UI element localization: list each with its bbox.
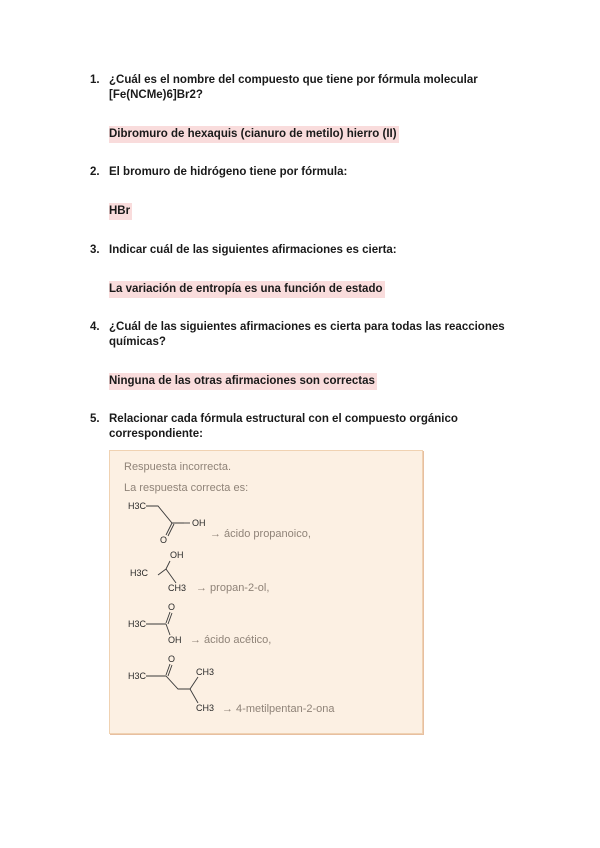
question-text: El bromuro de hidrógeno tiene por fórmula: xyxy=(109,166,348,178)
question-text: Relacionar cada fórmula estructural con el compuesto orgánico correspondiente: xyxy=(109,413,458,440)
atom-label: OH xyxy=(170,550,184,560)
question-number: 2. xyxy=(90,166,100,178)
structure-propanoic-acid xyxy=(122,495,242,551)
answer-4: Ninguna de las otras afirmaciones son correctas xyxy=(109,373,377,390)
question-4 xyxy=(90,320,540,350)
atom-label: O xyxy=(168,602,176,612)
feedback-intro: La respuesta correcta es: xyxy=(124,482,249,494)
answer-3: La variación de entropía es una función de estado xyxy=(109,281,385,298)
atom-label: OH xyxy=(168,635,182,645)
question-text: Indicar cuál de las siguientes afirmaciones es cierta: xyxy=(109,244,397,256)
structure-propan-2-ol xyxy=(122,549,242,605)
atom-label: OH xyxy=(192,518,206,528)
atom-label: H3C xyxy=(128,671,147,681)
question-3 xyxy=(90,243,540,258)
atom-label: H3C xyxy=(130,568,149,578)
compound-name: → ácido acético, xyxy=(190,634,272,646)
question-number: 3. xyxy=(90,244,100,256)
atom-label: O xyxy=(168,654,176,664)
question-number: 4. xyxy=(90,321,100,333)
atom-label: H3C xyxy=(128,501,147,511)
question-2 xyxy=(90,165,540,180)
structure-acetic-acid xyxy=(122,601,242,657)
atom-label: CH3 xyxy=(196,703,215,713)
question-text: ¿Cuál es el nombre del compuesto que tiene por fórmula molecular [Fe(NCMe)6]Br2? xyxy=(109,74,478,101)
atom-label: CH3 xyxy=(196,667,215,677)
question-number: 1. xyxy=(90,74,100,86)
compound-name: → propan-2-ol, xyxy=(196,582,270,594)
question-text: ¿Cuál de las siguientes afirmaciones es cierta para todas las reacciones químicas? xyxy=(109,321,505,348)
answer-2: HBr xyxy=(109,203,132,220)
feedback-status: Respuesta incorrecta. xyxy=(124,461,231,473)
atom-label: CH3 xyxy=(168,583,187,593)
question-number: 5. xyxy=(90,413,100,425)
atom-label: H3C xyxy=(128,619,147,629)
feedback-panel xyxy=(109,450,423,734)
question-5 xyxy=(90,412,540,442)
atom-label: O xyxy=(160,535,168,545)
answer-1: Dibromuro de hexaquis (cianuro de metilo) hierro (II) xyxy=(109,126,399,143)
compound-name: → 4-metilpentan-2-ona xyxy=(222,703,335,715)
compound-name: → ácido propanoico, xyxy=(210,528,311,540)
question-1 xyxy=(90,73,540,103)
